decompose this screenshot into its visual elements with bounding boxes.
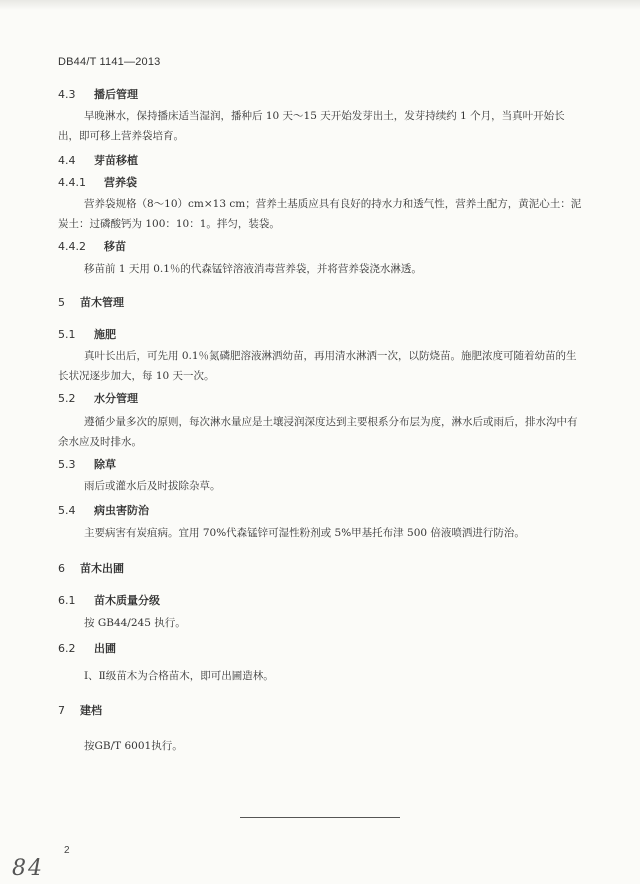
heading-title: 除草 (94, 458, 116, 471)
paragraph-7: 按GB/T 6001执行。 (84, 740, 183, 752)
heading-title: 移苗 (104, 240, 126, 253)
end-rule (240, 817, 400, 818)
heading-number: 6 (58, 562, 65, 575)
heading-title: 苗木出圃 (80, 562, 124, 575)
heading-title: 水分管理 (94, 392, 138, 405)
paragraph-6-1: 按 GB44/245 执行。 (84, 617, 186, 629)
paragraph-4-4-1: 营养袋规格（8～10）cm×13 cm；营养土基质应具有良好的持水力和透气性，营养土配方，黄泥心土：泥炭土：过磷酸钙为 100：10：1。拌匀，装袋。 (58, 198, 582, 230)
heading-title: 播后管理 (94, 88, 138, 101)
heading-title: 苗木管理 (80, 296, 124, 309)
paragraph-4-4-2: 移苗前 1 天用 0.1％的代森锰锌溶液消毒营养袋，并将营养袋浇水淋透。 (84, 263, 422, 275)
heading-5 (58, 294, 124, 310)
heading-4-4-2 (58, 238, 126, 254)
heading-5-2 (58, 390, 138, 406)
heading-4-4-1 (58, 174, 137, 190)
handwritten-mark: 84 (12, 856, 44, 881)
heading-number: 5.4 (58, 504, 76, 517)
paragraph-4-3: 早晚淋水，保持播床适当湿润，播种后 10 天～15 天开始发芽出土，发芽持续约 1 个月，当真叶开始长出，即可移上营养袋培育。 (58, 110, 565, 142)
heading-5-3 (58, 456, 116, 472)
heading-title: 施肥 (94, 328, 116, 341)
document-code: DB44/T 1141—2013 (58, 56, 161, 68)
heading-title: 苗木质量分级 (94, 594, 160, 607)
heading-5-1 (58, 326, 116, 342)
heading-number: 7 (58, 704, 65, 717)
heading-5-4 (58, 502, 149, 518)
paragraph-5-2: 遵循少量多次的原则，每次淋水量应是土壤浸润深度达到主要根系分布层为度，淋水后或雨后，排水沟中有余水应及时排水。 (58, 416, 578, 448)
heading-number: 5.2 (58, 392, 76, 405)
page-number: 2 (64, 845, 70, 856)
paragraph-5-4: 主要病害有炭疽病。宜用 70%代森锰锌可湿性粉剂或 5%甲基托布津 500 倍液喷洒进行防治。 (84, 527, 525, 539)
heading-number: 6.2 (58, 642, 76, 655)
heading-6 (58, 560, 124, 576)
heading-4-4 (58, 152, 138, 168)
heading-6-1 (58, 592, 160, 608)
heading-number: 4.4.1 (58, 176, 86, 189)
heading-title: 出圃 (94, 642, 116, 655)
heading-title: 病虫害防治 (94, 504, 149, 517)
heading-number: 5.1 (58, 328, 76, 341)
scan-edge-shadow (0, 0, 640, 10)
heading-number: 4.3 (58, 88, 76, 101)
heading-title: 芽苗移植 (94, 154, 138, 167)
heading-number: 4.4 (58, 154, 76, 167)
paragraph-5-3: 雨后或灌水后及时拔除杂草。 (84, 480, 221, 492)
heading-number: 6.1 (58, 594, 76, 607)
heading-number: 4.4.2 (58, 240, 86, 253)
heading-title: 建档 (80, 704, 102, 717)
heading-4-3 (58, 86, 138, 102)
paragraph-5-1: 真叶长出后，可先用 0.1％氮磷肥溶液淋洒幼苗，再用清水淋洒一次，以防烧苗。施肥浓度可随着幼苗的生长状况逐步加大，每 10 天一次。 (58, 350, 577, 382)
heading-number: 5 (58, 296, 65, 309)
heading-7 (58, 702, 102, 718)
heading-title: 营养袋 (104, 176, 137, 189)
paragraph-6-2: Ⅰ、Ⅱ级苗木为合格苗木，即可出圃造林。 (84, 670, 274, 682)
heading-6-2 (58, 640, 116, 656)
heading-number: 5.3 (58, 458, 76, 471)
